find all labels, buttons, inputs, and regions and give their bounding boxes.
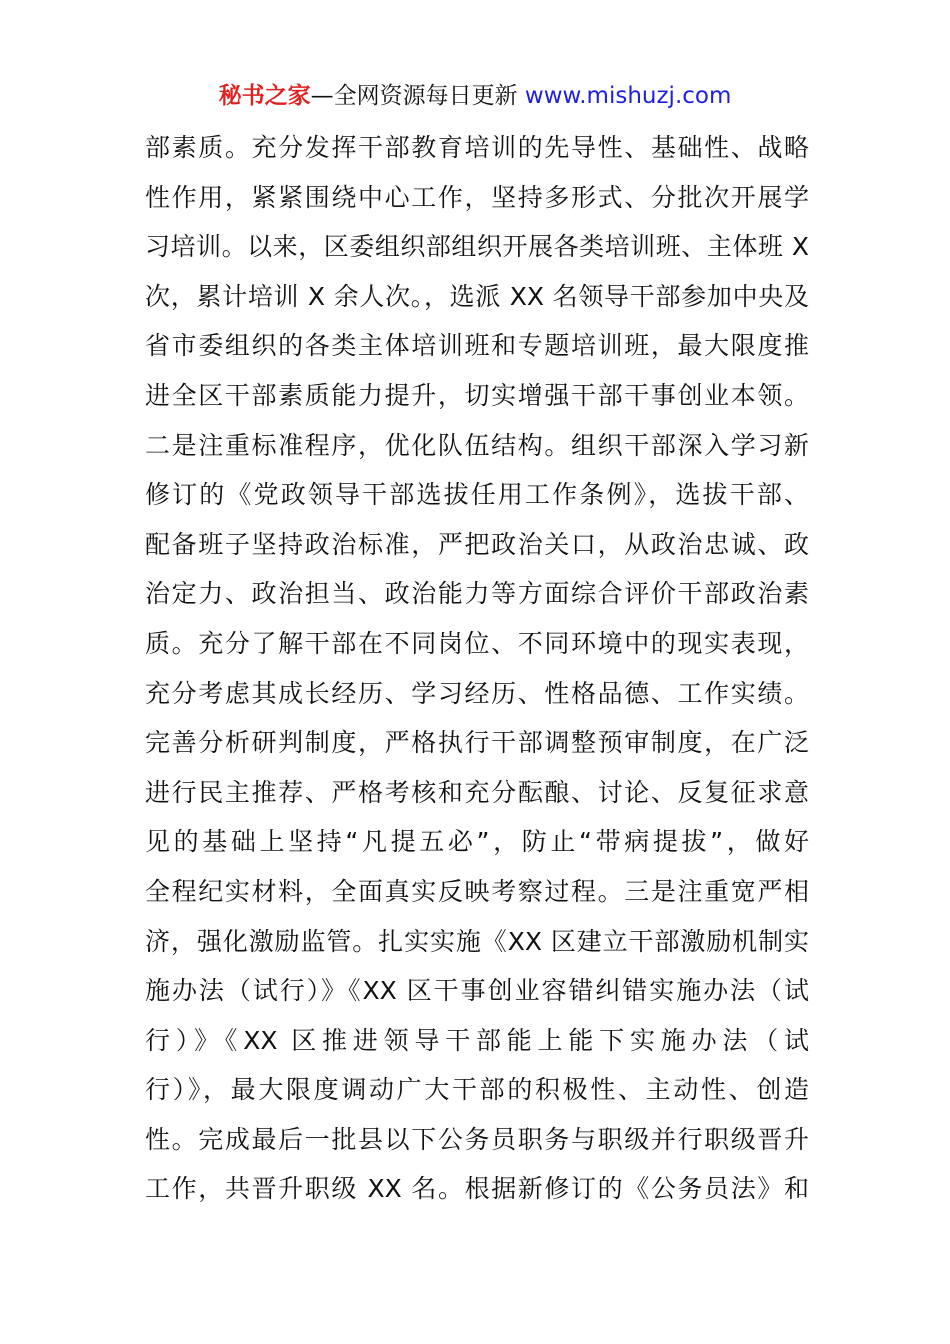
text-line: 行）》，最大限度调动广大干部的积极性、主动性、创造 [145, 1075, 809, 1105]
header-tagline: —全网资源每日更新 [310, 83, 518, 109]
page-header [0, 80, 950, 112]
body-text [145, 123, 809, 1214]
text-line: 省市委组织的各类主体培训班和专题培训班，最大限度推 [145, 331, 809, 361]
brand-name: 秘书之家 [218, 83, 311, 109]
text-line: 性。完成最后一批县以下公务员职务与职级并行职级晋升 [145, 1124, 809, 1154]
text-line: 完善分析研判制度，严格执行干部调整预审制度，在广泛 [145, 728, 809, 758]
text-line: 部素质。充分发挥干部教育培训的先导性、基础性、战略 [145, 133, 809, 162]
text-line: 二是注重标准程序，优化队伍结构。组织干部深入学习新 [145, 430, 809, 460]
text-line: 进全区干部素质能力提升，切实增强干部干事创业本领。 [145, 380, 809, 410]
text-line: 工作，共晋升职级 XX 名。根据新修订的《公务员法》和 [145, 1174, 809, 1204]
text-line: 施办法（试行）》《XX 区干事创业容错纠错实施办法（试 [145, 976, 809, 1006]
text-line: 习培训。以来，区委组织部组织开展各类培训班、主体班 X [145, 232, 809, 262]
text-line: 修订的《党政领导干部选拔任用工作条例》，选拔干部、 [145, 480, 809, 510]
text-line: 全程纪实材料，全面真实反映考察过程。三是注重宽严相 [145, 876, 809, 906]
text-line: 充分考虑其成长经历、学习经历、性格品德、工作实绩。 [145, 678, 809, 708]
text-line: 济，强化激励监管。扎实实施《XX 区建立干部激励机制实 [145, 926, 809, 956]
text-line: 进行民主推荐、严格考核和充分酝酿、讨论、反复征求意 [145, 777, 809, 807]
text-line: 配备班子坚持政治标准，严把政治关口，从政治忠诚、政 [145, 529, 809, 559]
text-line: 见的基础上坚持“凡提五必”，防止“带病提拔”，做好 [145, 827, 809, 857]
text-line: 行）》《XX 区推进领导干部能上能下实施办法（试 [145, 1025, 809, 1055]
text-line: 次，累计培训 X 余人次。，选派 XX 名领导干部参加中央及 [145, 281, 809, 311]
text-line: 质。充分了解干部在不同岗位、不同环境中的现实表现， [145, 628, 809, 658]
text-line: 治定力、政治担当、政治能力等方面综合评价干部政治素 [145, 579, 809, 609]
site-url-link[interactable]: www.mishuzj.com [524, 83, 732, 109]
text-line: 性作用，紧紧围绕中心工作，坚持多形式、分批次开展学 [145, 182, 809, 212]
